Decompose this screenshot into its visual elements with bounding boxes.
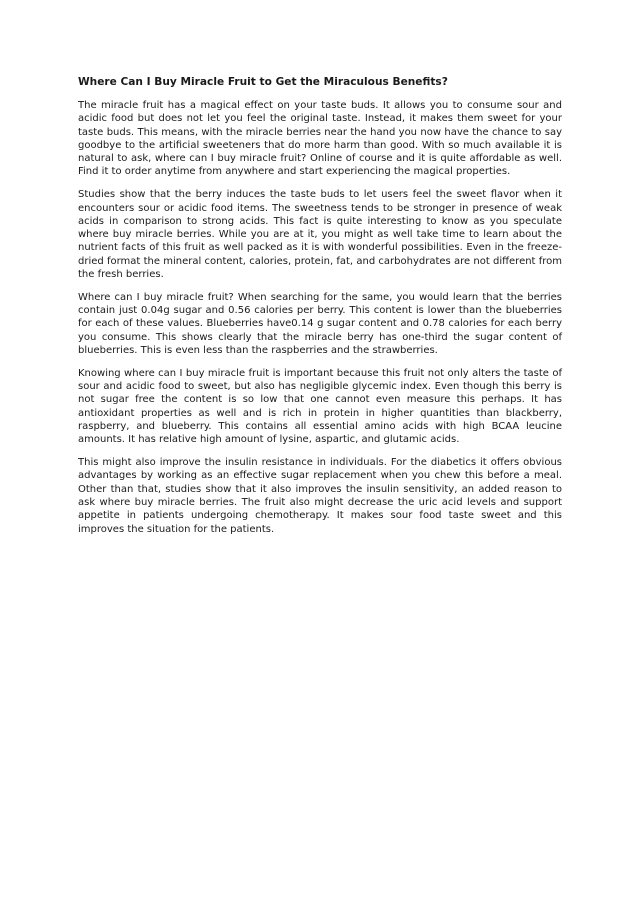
paragraph-3: Where can I buy miracle fruit? When searching for the same, you would learn that the berries contain just 0.04g sugar and 0.56 calories per berry. This content is lower than the blueberries for each of these values. Blueberries have0.14 g sugar content and 0.78 calories for each berry you consume. This shows clearly that the miracle berry has one-third the sugar content of blueberries. This is even less than the raspberries and the strawberries.: [78, 291, 562, 357]
paragraph-1: The miracle fruit has a magical effect on your taste buds. It allows you to consume sour and acidic food but does not let you feel the original taste. Instead, it makes them sweet for your taste buds. This means, with the miracle berries near the hand you now have the chance to say goodbye to the artificial sweeteners that do more harm than good. With so much available it is natural to ask, where can I buy miracle fruit? Online of course and it is quite affordable as well. Find it to order anytime from anywhere and start experiencing the magical properties.: [78, 100, 562, 178]
document-page: [78, 75, 562, 545]
paragraph-2: Studies show that the berry induces the taste buds to let users feel the sweet flavor when it encounters sour or acidic food items. The sweetness tends to be stronger in presence of weak acids in comparison to strong acids. This fact is quite interesting to know as you speculate where buy miracle berries. While you are at it, you might as well take time to learn about the nutrient facts of this fruit as well packed as it is with wonderful possibilities. Even in the freeze-dried format the mineral content, calories, protein, fat, and carbohydrates are not different from the fresh berries.: [78, 189, 562, 281]
document-title: Where Can I Buy Miracle Fruit to Get the Miraculous Benefits?: [78, 76, 448, 88]
paragraph-5: This might also improve the insulin resistance in individuals. For the diabetics it offers obvious advantages by working as an effective sugar replacement when you chew this before a meal. Other than that, studies show that it also improves the insulin sensitivity, an added reason to ask where buy miracle berries. The fruit also might decrease the uric acid levels and support appetite in patients undergoing chemotherapy. It makes sour food taste sweet and this improves the situation for the patients.: [78, 457, 562, 535]
paragraph-4: Knowing where can I buy miracle fruit is important because this fruit not only alters the taste of sour and acidic food to sweet, but also has negligible glycemic index. Even though this berry is not sugar free the content is so low that one cannot even measure this perhaps. It has antioxidant properties as well and is rich in protein in higher quantities than blackberry, raspberry, and blueberry. This contains all essential amino acids with high BCAA leucine amounts. It has relative high amount of lysine, aspartic, and glutamic acids.: [78, 367, 562, 446]
